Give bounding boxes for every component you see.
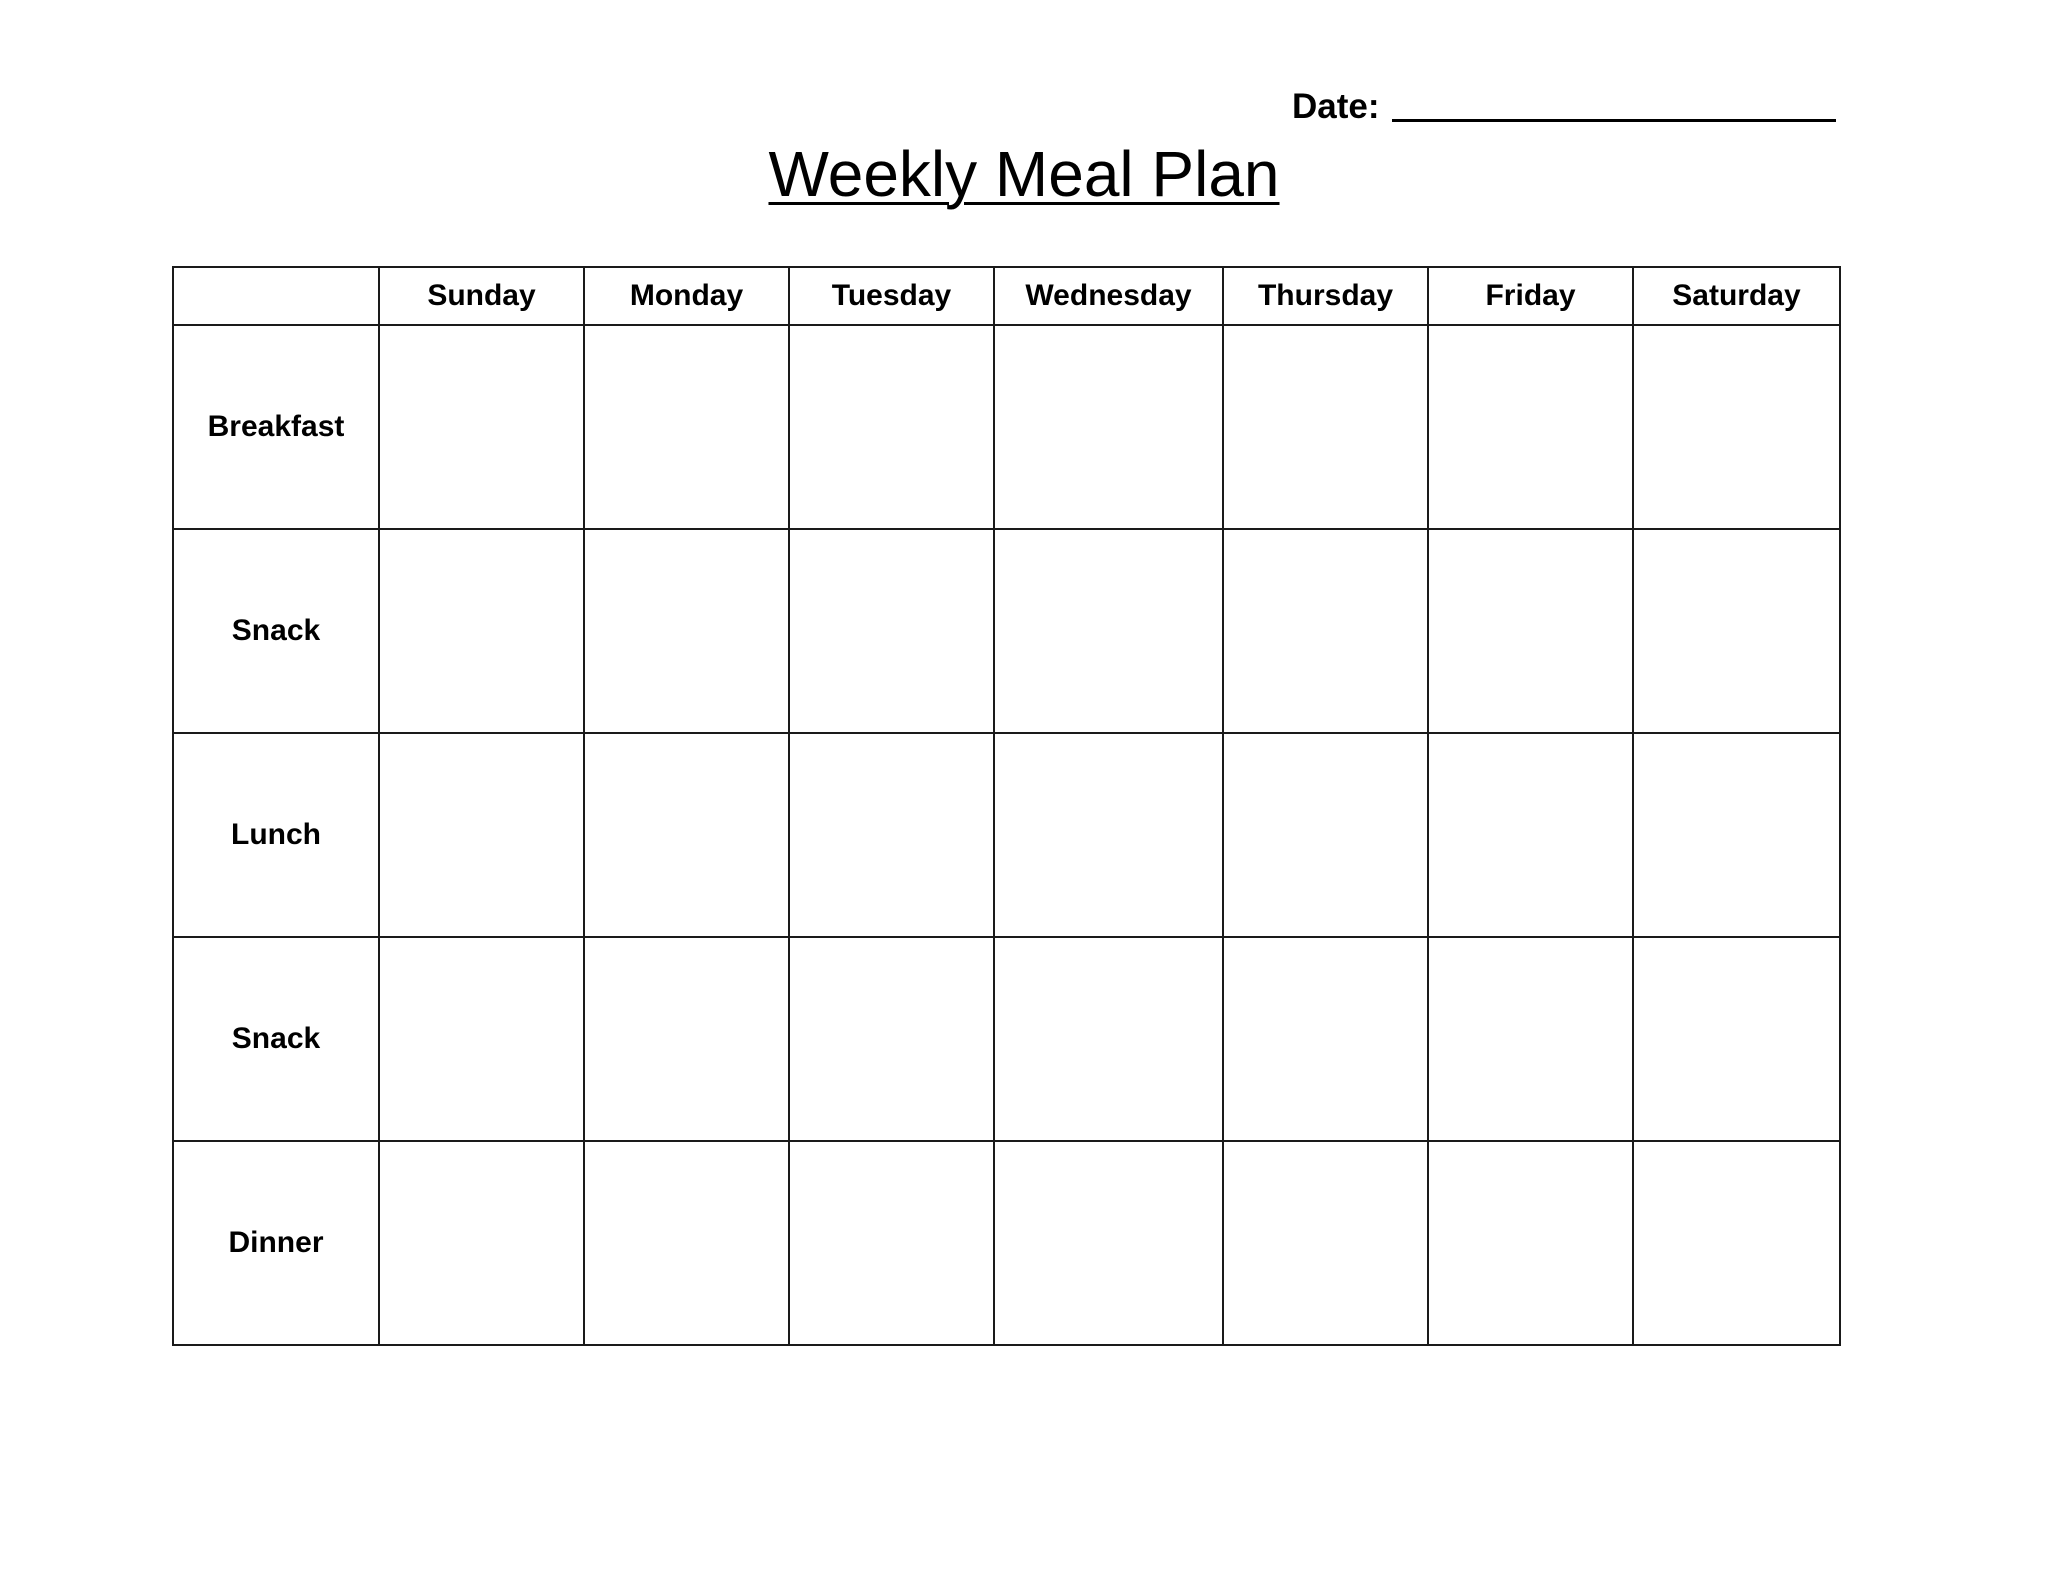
meal-cell[interactable] xyxy=(1223,1141,1428,1345)
date-label: Date: xyxy=(1292,87,1380,126)
meal-cell[interactable] xyxy=(584,529,789,733)
meal-label-lunch: Lunch xyxy=(173,733,379,937)
meal-cell[interactable] xyxy=(789,733,994,937)
meal-cell[interactable] xyxy=(994,1141,1223,1345)
table-row-breakfast xyxy=(173,325,1840,529)
table-row-dinner xyxy=(173,1141,1840,1345)
meal-cell[interactable] xyxy=(379,529,584,733)
meal-cell[interactable] xyxy=(994,325,1223,529)
meal-cell[interactable] xyxy=(1223,733,1428,937)
table-row-snack-2 xyxy=(173,937,1840,1141)
meal-cell[interactable] xyxy=(1428,1141,1633,1345)
corner-cell xyxy=(173,267,379,325)
meal-cell[interactable] xyxy=(994,529,1223,733)
meal-cell[interactable] xyxy=(379,325,584,529)
meal-cell[interactable] xyxy=(1223,325,1428,529)
day-header-friday: Friday xyxy=(1428,267,1633,325)
meal-cell[interactable] xyxy=(584,733,789,937)
meal-cell[interactable] xyxy=(1428,937,1633,1141)
meal-cell[interactable] xyxy=(584,937,789,1141)
meal-cell[interactable] xyxy=(1633,1141,1840,1345)
date-field xyxy=(1292,78,1836,124)
meal-cell[interactable] xyxy=(789,937,994,1141)
meal-plan-table xyxy=(172,266,1841,1346)
meal-cell[interactable] xyxy=(584,325,789,529)
date-input-line[interactable] xyxy=(1392,119,1836,122)
page-title-container xyxy=(0,138,2048,210)
day-header-thursday: Thursday xyxy=(1223,267,1428,325)
meal-cell[interactable] xyxy=(1428,529,1633,733)
meal-cell[interactable] xyxy=(379,937,584,1141)
day-header-saturday: Saturday xyxy=(1633,267,1840,325)
meal-cell[interactable] xyxy=(1633,733,1840,937)
meal-cell[interactable] xyxy=(994,937,1223,1141)
meal-cell[interactable] xyxy=(994,733,1223,937)
meal-cell[interactable] xyxy=(1223,529,1428,733)
meal-cell[interactable] xyxy=(1428,733,1633,937)
meal-label-breakfast: Breakfast xyxy=(173,325,379,529)
meal-cell[interactable] xyxy=(1633,529,1840,733)
table-header-row xyxy=(173,267,1840,325)
meal-cell[interactable] xyxy=(789,1141,994,1345)
meal-cell[interactable] xyxy=(1223,937,1428,1141)
day-header-wednesday: Wednesday xyxy=(994,267,1223,325)
day-header-sunday: Sunday xyxy=(379,267,584,325)
meal-cell[interactable] xyxy=(584,1141,789,1345)
day-header-tuesday: Tuesday xyxy=(789,267,994,325)
meal-label-snack: Snack xyxy=(173,529,379,733)
meal-cell[interactable] xyxy=(1633,325,1840,529)
meal-cell[interactable] xyxy=(379,1141,584,1345)
page-title: Weekly Meal Plan xyxy=(768,138,1280,210)
table-row-snack-1 xyxy=(173,529,1840,733)
meal-cell[interactable] xyxy=(789,325,994,529)
meal-label-snack: Snack xyxy=(173,937,379,1141)
meal-label-dinner: Dinner xyxy=(173,1141,379,1345)
meal-cell[interactable] xyxy=(379,733,584,937)
meal-cell[interactable] xyxy=(1428,325,1633,529)
meal-cell[interactable] xyxy=(789,529,994,733)
day-header-monday: Monday xyxy=(584,267,789,325)
table-row-lunch xyxy=(173,733,1840,937)
meal-cell[interactable] xyxy=(1633,937,1840,1141)
